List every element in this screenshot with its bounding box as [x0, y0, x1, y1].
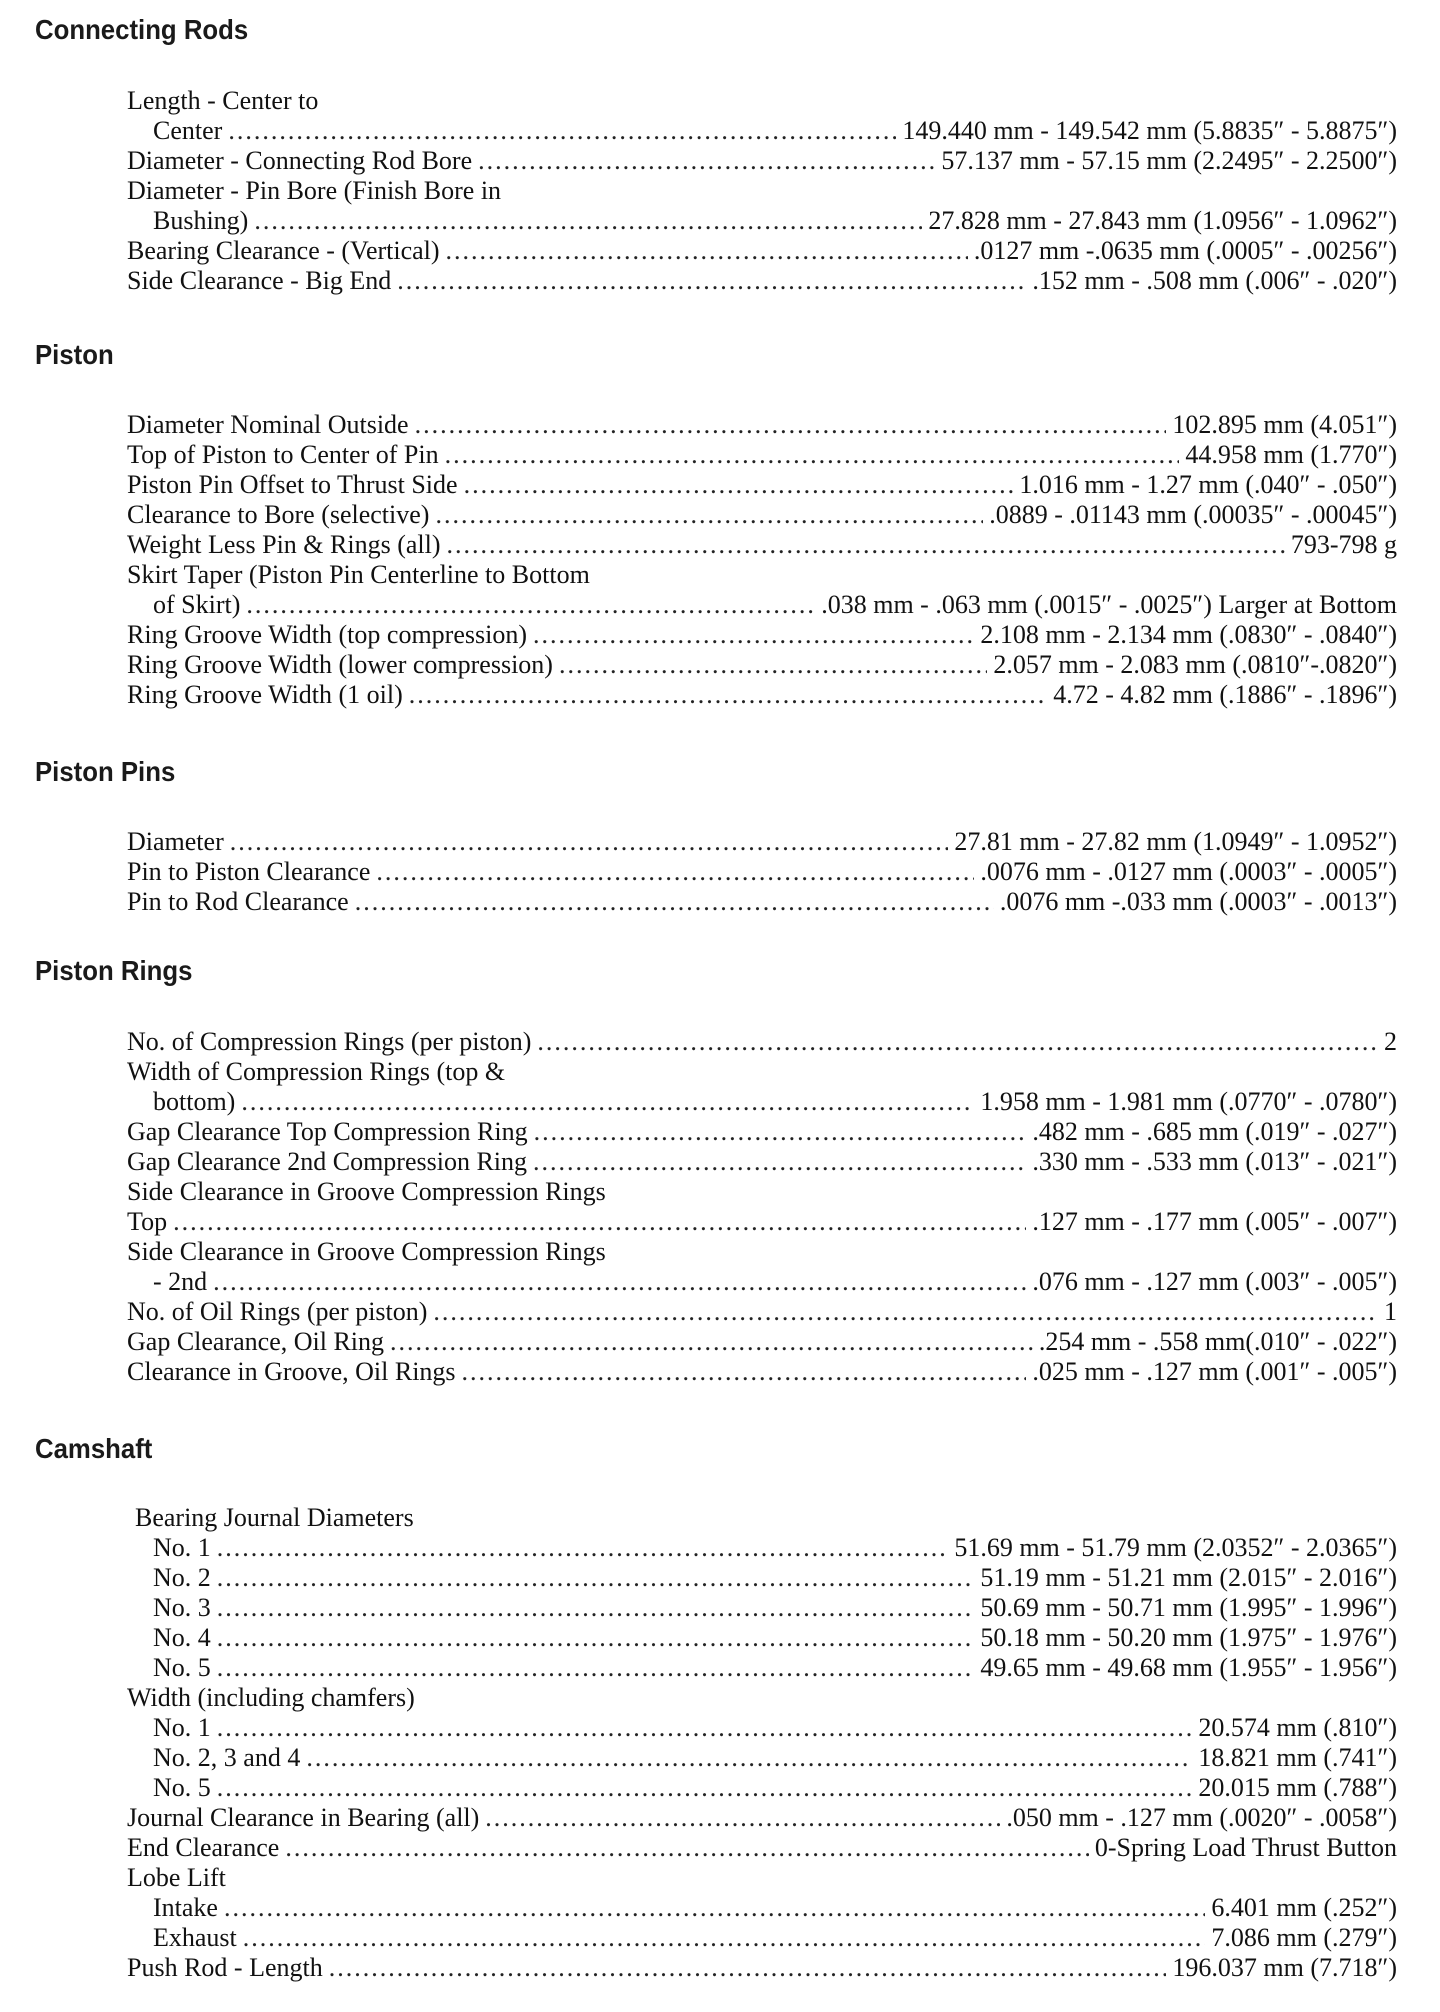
spec-row	[127, 1593, 1397, 1623]
spec-value: 102.895 mm (4.051″)	[1172, 410, 1397, 439]
spec-label: No. of Compression Rings (per piston)	[127, 1027, 532, 1056]
spec-label: Width of Compression Rings (top &	[127, 1057, 506, 1086]
section-connecting-rods	[127, 86, 1397, 296]
spec-label: bottom)	[153, 1087, 236, 1116]
spec-label: Width (including chamfers)	[127, 1683, 415, 1712]
spec-row	[127, 530, 1397, 560]
dot-leader	[433, 1297, 1378, 1327]
spec-value: 57.137 mm - 57.15 mm (2.2495″ - 2.2500″)	[941, 146, 1397, 175]
spec-row	[127, 1057, 1397, 1087]
heading-camshaft: Camshaft	[35, 1433, 153, 1464]
dot-leader	[285, 1833, 1089, 1863]
dot-leader	[445, 440, 1180, 470]
spec-label: Diameter - Pin Bore (Finish Bore in	[127, 176, 502, 205]
spec-label: Pin to Piston Clearance	[127, 857, 371, 886]
spec-row	[127, 1087, 1397, 1117]
spec-label: Journal Clearance in Bearing (all)	[127, 1803, 480, 1832]
dot-leader	[173, 1207, 1026, 1237]
spec-label: Length - Center to	[127, 86, 319, 115]
spec-label: Clearance in Groove, Oil Rings	[127, 1357, 456, 1386]
spec-row	[127, 1503, 1397, 1533]
heading-connecting-rods: Connecting Rods	[35, 14, 249, 45]
spec-value: .0889 - .01143 mm (.00035″ - .00045″)	[989, 500, 1397, 529]
dot-leader	[485, 1803, 1000, 1833]
spec-label: No. 3	[153, 1593, 211, 1622]
spec-row	[127, 650, 1397, 680]
spec-row	[127, 1117, 1397, 1147]
spec-row	[127, 116, 1397, 146]
section-camshaft	[127, 1503, 1397, 1983]
dot-leader	[415, 410, 1167, 440]
spec-row	[127, 1923, 1397, 1953]
spec-value: .025 mm - .127 mm (.001″ - .005″)	[1032, 1357, 1397, 1386]
spec-value: .076 mm - .127 mm (.003″ - .005″)	[1032, 1267, 1397, 1296]
dot-leader	[217, 1563, 975, 1593]
spec-label: Side Clearance in Groove Compression Rings	[127, 1177, 606, 1206]
spec-label: Side Clearance - Big End	[127, 266, 392, 295]
spec-label: Bearing Clearance - (Vertical)	[127, 236, 440, 265]
spec-label: Side Clearance in Groove Compression Rings	[127, 1237, 606, 1266]
dot-leader	[254, 206, 922, 236]
dot-leader	[217, 1623, 975, 1653]
spec-value: 44.958 mm (1.770″)	[1185, 440, 1397, 469]
dot-leader	[559, 650, 987, 680]
spec-label: No. 2	[153, 1563, 211, 1592]
spec-label: Ring Groove Width (1 oil)	[127, 680, 403, 709]
dot-leader	[533, 620, 974, 650]
dot-leader	[435, 500, 983, 530]
spec-value: 51.69 mm - 51.79 mm (2.0352″ - 2.0365″)	[954, 1533, 1397, 1562]
spec-value: .0076 mm -.033 mm (.0003″ - .0013″)	[999, 887, 1397, 916]
spec-value: 18.821 mm (.741″)	[1198, 1743, 1397, 1772]
spec-label: No. 5	[153, 1773, 211, 1802]
spec-value: 27.828 mm - 27.843 mm (1.0956″ - 1.0962″)	[928, 206, 1397, 235]
spec-row	[127, 590, 1397, 620]
spec-row	[127, 1267, 1397, 1297]
dot-leader	[217, 1773, 1193, 1803]
spec-value: 51.19 mm - 51.21 mm (2.015″ - 2.016″)	[980, 1563, 1397, 1592]
spec-label: Ring Groove Width (lower compression)	[127, 650, 553, 679]
spec-row	[127, 1357, 1397, 1387]
dot-leader	[213, 1267, 1026, 1297]
spec-value: 149.440 mm - 149.542 mm (5.8835″ - 5.8875″)	[902, 116, 1397, 145]
dot-leader	[329, 1953, 1167, 1983]
spec-row	[127, 1027, 1397, 1057]
spec-label: Push Rod - Length	[127, 1953, 323, 1982]
spec-row	[127, 827, 1397, 857]
spec-label: Center	[153, 116, 223, 145]
spec-value: 20.574 mm (.810″)	[1198, 1713, 1397, 1742]
dot-leader	[462, 1357, 1027, 1387]
spec-value: .152 mm - .508 mm (.006″ - .020″)	[1032, 266, 1397, 295]
spec-row	[127, 1563, 1397, 1593]
spec-row	[127, 86, 1397, 116]
spec-row	[127, 236, 1397, 266]
dot-leader	[355, 887, 994, 917]
spec-row	[127, 470, 1397, 500]
spec-value: .0127 mm -.0635 mm (.0005″ - .00256″)	[973, 236, 1397, 265]
heading-piston: Piston	[35, 339, 114, 370]
spec-row	[127, 1893, 1397, 1923]
spec-value: 27.81 mm - 27.82 mm (1.0949″ - 1.0952″)	[954, 827, 1397, 856]
spec-value: 49.65 mm - 49.68 mm (1.955″ - 1.956″)	[980, 1653, 1397, 1682]
spec-row	[127, 206, 1397, 236]
spec-value: .254 mm - .558 mm(.010″ - .022″)	[1038, 1327, 1397, 1356]
spec-value: 4.72 - 4.82 mm (.1886″ - .1896″)	[1053, 680, 1397, 709]
spec-row	[127, 1713, 1397, 1743]
spec-row	[127, 410, 1397, 440]
dot-leader	[246, 590, 815, 620]
spec-label: - 2nd	[153, 1267, 208, 1296]
spec-label: Skirt Taper (Piston Pin Centerline to Bottom	[127, 560, 590, 589]
dot-leader	[464, 470, 1014, 500]
spec-row	[127, 887, 1397, 917]
spec-row	[127, 1773, 1397, 1803]
spec-value: .038 mm - .063 mm (.0015″ - .0025″) Larger at Bottom	[821, 590, 1397, 619]
dot-leader	[241, 1087, 974, 1117]
dot-leader	[217, 1653, 975, 1683]
spec-row	[127, 680, 1397, 710]
dot-leader	[228, 116, 896, 146]
spec-value: .330 mm - .533 mm (.013″ - .021″)	[1032, 1147, 1397, 1176]
dot-leader	[534, 1117, 1027, 1147]
spec-value: 6.401 mm (.252″)	[1211, 1893, 1397, 1922]
spec-value: 0-Spring Load Thrust Button	[1094, 1833, 1397, 1862]
spec-row	[127, 1207, 1397, 1237]
dot-leader	[230, 827, 949, 857]
spec-row	[127, 1533, 1397, 1563]
dot-leader	[217, 1533, 949, 1563]
section-piston	[127, 410, 1397, 710]
spec-value: .050 mm - .127 mm (.0020″ - .0058″)	[1006, 1803, 1397, 1832]
dot-leader	[409, 680, 1047, 710]
spec-value: 793-798 g	[1290, 530, 1397, 559]
spec-row	[127, 1327, 1397, 1357]
spec-row	[127, 176, 1397, 206]
spec-label: Pin to Rod Clearance	[127, 887, 349, 916]
spec-row	[127, 1803, 1397, 1833]
dot-leader	[537, 1027, 1378, 1057]
spec-row	[127, 1147, 1397, 1177]
spec-label: No. 2, 3 and 4	[153, 1743, 301, 1772]
spec-row	[127, 146, 1397, 176]
spec-row	[127, 1237, 1397, 1267]
spec-row	[127, 440, 1397, 470]
spec-value: 1	[1384, 1297, 1397, 1326]
dot-leader	[446, 236, 968, 266]
spec-value: 1.958 mm - 1.981 mm (.0770″ - .0780″)	[980, 1087, 1397, 1116]
dot-leader	[217, 1593, 975, 1623]
spec-label: No. of Oil Rings (per piston)	[127, 1297, 428, 1326]
spec-row	[127, 1863, 1397, 1893]
spec-value: .127 mm - .177 mm (.005″ - .007″)	[1032, 1207, 1397, 1236]
spec-label: Weight Less Pin & Rings (all)	[127, 530, 441, 559]
heading-piston-rings: Piston Rings	[35, 955, 193, 986]
spec-value: 50.69 mm - 50.71 mm (1.995″ - 1.996″)	[980, 1593, 1397, 1622]
spec-row	[127, 1743, 1397, 1773]
spec-label: Gap Clearance, Oil Ring	[127, 1327, 385, 1356]
spec-row	[127, 857, 1397, 887]
spec-label: Intake	[153, 1893, 218, 1922]
spec-value: 50.18 mm - 50.20 mm (1.975″ - 1.976″)	[980, 1623, 1397, 1652]
dot-leader	[243, 1923, 1206, 1953]
spec-label: Diameter - Connecting Rod Bore	[127, 146, 473, 175]
dot-leader	[224, 1893, 1205, 1923]
section-piston-pins	[127, 827, 1397, 917]
spec-label: Clearance to Bore (selective)	[127, 500, 430, 529]
spec-label: Gap Clearance Top Compression Ring	[127, 1117, 528, 1146]
spec-value: .0076 mm - .0127 mm (.0003″ - .0005″)	[980, 857, 1397, 886]
spec-row	[127, 1653, 1397, 1683]
spec-label: Exhaust	[153, 1923, 237, 1952]
dot-leader	[390, 1327, 1033, 1357]
spec-value: 2.108 mm - 2.134 mm (.0830″ - .0840″)	[980, 620, 1397, 649]
spec-row	[127, 1297, 1397, 1327]
spec-value: 1.016 mm - 1.27 mm (.040″ - .050″)	[1019, 470, 1397, 499]
spec-label: Bushing)	[153, 206, 249, 235]
spec-row	[127, 266, 1397, 296]
spec-label: of Skirt)	[153, 590, 241, 619]
dot-leader	[397, 266, 1026, 296]
spec-value: .482 mm - .685 mm (.019″ - .027″)	[1032, 1117, 1397, 1146]
spec-label: No. 1	[153, 1713, 211, 1742]
spec-label: Ring Groove Width (top compression)	[127, 620, 527, 649]
spec-row	[127, 1683, 1397, 1713]
spec-label: Top of Piston to Center of Pin	[127, 440, 439, 469]
spec-row	[127, 1833, 1397, 1863]
spec-label: No. 4	[153, 1623, 211, 1652]
spec-label: No. 5	[153, 1653, 211, 1682]
spec-row	[127, 1953, 1397, 1983]
spec-row	[127, 620, 1397, 650]
spec-label: No. 1	[153, 1533, 211, 1562]
spec-value: 2.057 mm - 2.083 mm (.0810″-.0820″)	[993, 650, 1397, 679]
spec-row	[127, 500, 1397, 530]
heading-piston-pins: Piston Pins	[35, 756, 176, 787]
spec-label: Diameter Nominal Outside	[127, 410, 409, 439]
spec-label: End Clearance	[127, 1833, 280, 1862]
spec-row	[127, 1623, 1397, 1653]
spec-row	[127, 1177, 1397, 1207]
spec-row	[127, 560, 1397, 590]
dot-leader	[217, 1713, 1193, 1743]
section-piston-rings	[127, 1027, 1397, 1387]
dot-leader	[478, 146, 935, 176]
spec-label: Piston Pin Offset to Thrust Side	[127, 470, 458, 499]
spec-label: Lobe Lift	[127, 1863, 226, 1892]
dot-leader	[447, 530, 1285, 560]
spec-label: Diameter	[127, 827, 224, 856]
spec-value: 20.015 mm (.788″)	[1198, 1773, 1397, 1802]
spec-label: Gap Clearance 2nd Compression Ring	[127, 1147, 528, 1176]
spec-label: Top	[127, 1207, 168, 1236]
dot-leader	[306, 1743, 1192, 1773]
spec-label: Bearing Journal Diameters	[135, 1503, 414, 1532]
dot-leader	[533, 1147, 1026, 1177]
spec-value: 196.037 mm (7.718″)	[1172, 1953, 1397, 1982]
spec-value: 2	[1384, 1027, 1397, 1056]
spec-value: 7.086 mm (.279″)	[1211, 1923, 1397, 1952]
dot-leader	[376, 857, 974, 887]
